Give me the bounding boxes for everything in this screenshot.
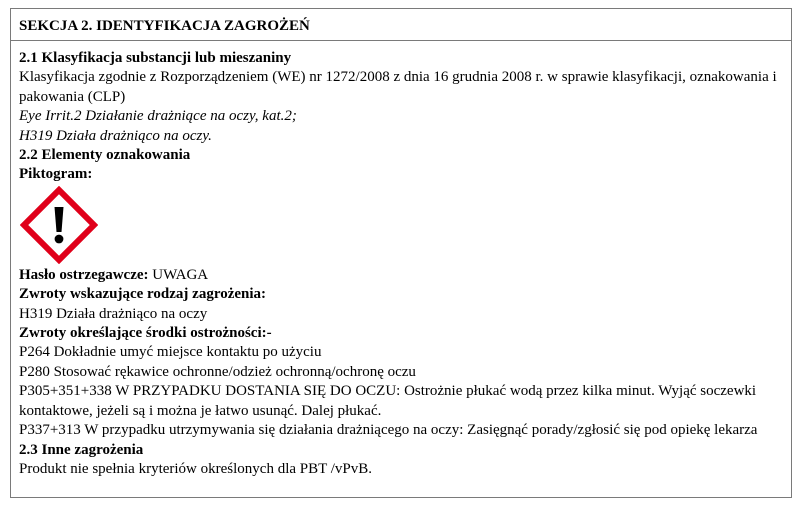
signal-word-line <box>19 266 785 285</box>
precautionary-statement-p264: P264 Dokładnie umyć miejsce kontaktu po użyciu <box>19 344 322 361</box>
hazard-statements-label: Zwroty wskazujące rodzaj zagrożenia: <box>19 286 267 303</box>
precautionary-statements-label: Zwroty określające środki ostrożności:- <box>19 325 272 342</box>
heading-2-2: 2.2 Elementy oznakowania <box>19 147 191 164</box>
signal-word-value: UWAGA <box>148 266 209 283</box>
signal-word-label: Hasło ostrzegawcze: <box>19 266 149 283</box>
section-title: SEKCJA 2. IDENTYFIKACJA ZAGROŻEŃ <box>11 9 791 41</box>
pictogram-label: Piktogram: <box>19 166 93 183</box>
classification-text: Klasyfikacja zgodnie z Rozporządzeniem (WE) nr 1272/2008 z dnia 16 grudnia 2008 r. w sprawie klasyfikacji, oznakowania i pakowania (CLP) <box>19 69 777 105</box>
heading-2-1: 2.1 Klasyfikacja substancji lub mieszaniny <box>19 50 292 66</box>
precautionary-statement-p280: P280 Stosować rękawice ochronne/odzież ochronną/ochronę oczu <box>19 363 416 380</box>
other-hazards-text: Produkt nie spełnia kryteriów określonych dla PBT /vPvB. <box>19 460 373 477</box>
hazard-statement-h319: H319 Działa drażniąco na oczy <box>19 305 208 322</box>
pictogram-area <box>19 186 785 266</box>
section-2-table <box>10 8 792 498</box>
classification-hazard: H319 Działa drażniąco na oczy. <box>19 127 212 144</box>
section-content <box>19 49 785 479</box>
precautionary-statement-p305: P305+351+338 W PRZYPADKU DOSTANIA SIĘ DO OCZU: Ostrożnie płukać wodą przez kilka minut. Wyjąć soczewki kontaktowe, jeżeli są i można je łatwo usunąć. Dalej płukać. <box>19 383 757 419</box>
classification-category: Eye Irrit.2 Działanie drażniące na oczy, kat.2; <box>19 108 297 125</box>
precautionary-statement-p337: P337+313 W przypadku utrzymywania się działania drażniącego na oczy: Zasięgnąć porady/zgłosić się pod opiekę lekarza <box>19 422 758 439</box>
ghs07-exclamation-mark-icon <box>20 186 98 264</box>
heading-2-3: 2.3 Inne zagrożenia <box>19 441 144 458</box>
